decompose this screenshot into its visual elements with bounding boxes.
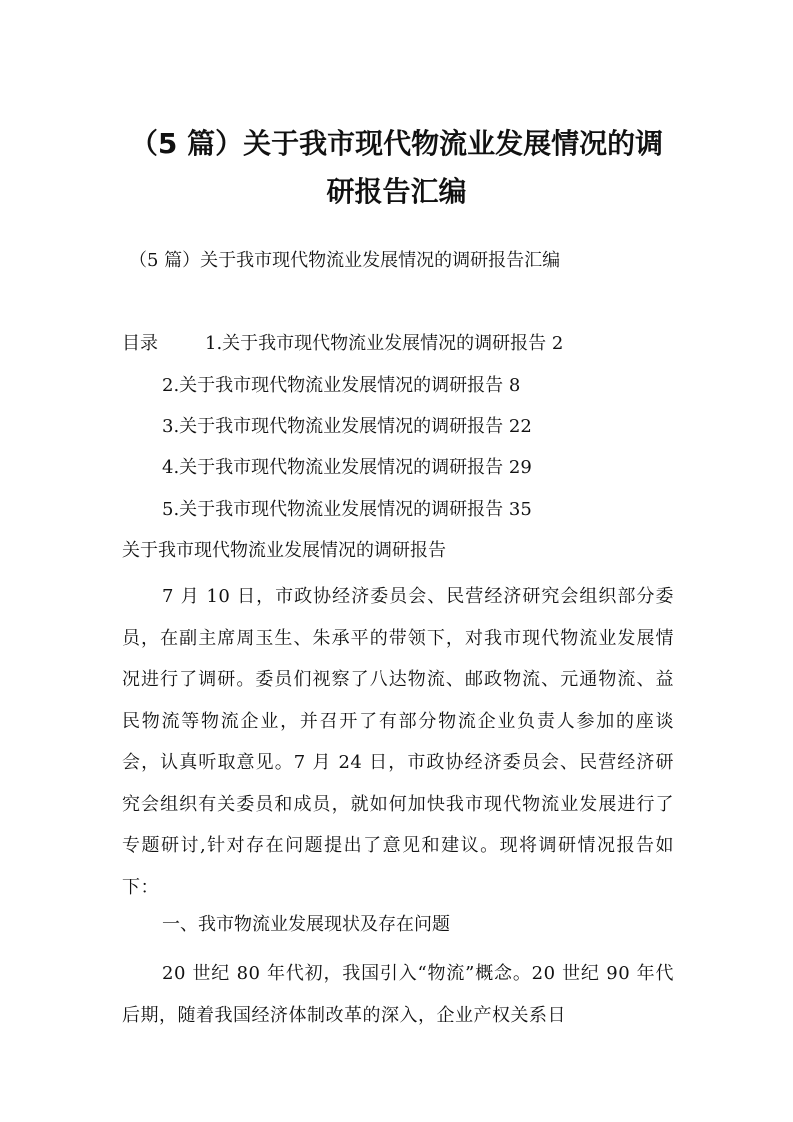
document-title-line-1: （5 篇）关于我市现代物流业发展情况的调 (129, 127, 664, 160)
toc-item-4: 4.关于我市现代物流业发展情况的调研报告 29 (162, 457, 532, 478)
toc-item-2: 2.关于我市现代物流业发展情况的调研报告 8 (162, 375, 521, 396)
document-subtitle: （5 篇）关于我市现代物流业发展情况的调研报告汇编 (129, 250, 561, 271)
toc-label: 目录 (122, 333, 158, 354)
report-heading: 关于我市现代物流业发展情况的调研报告 (122, 540, 446, 561)
toc-item-1: 1.关于我市现代物流业发展情况的调研报告 2 (205, 333, 564, 354)
toc-item-3: 3.关于我市现代物流业发展情况的调研报告 22 (162, 416, 532, 437)
body-paragraph-1: 7 月 10 日，市政协经济委员会、民营经济研究会组织部分委员，在副主席周玉生、朱承平的带领下，对我市现代物流业发展情况进行了调研。委员们视察了八达物流、邮政物流、元通物流、益民物流等物流企业，并召开了有部分物流企业负责人参加的座谈会，认真听取意见。7 月 24 日，市政协经济委员会、民营经济研究会组织有关委员和成员，就如何加快我市现代物流业发展进行了专题研讨,针对存在问题提出了意见和建议。现将调研情况报告如下： (122, 586, 674, 898)
body-paragraph-2: 20 世纪 80 年代初，我国引入“物流”概念。20 世纪 90 年代后期，随着我国经济体制改革的深入，企业产权关系日 (122, 963, 674, 1026)
section-heading-1: 一、我市物流业发展现状及存在问题 (162, 914, 450, 935)
document-title-line-2: 研报告汇编 (326, 175, 467, 208)
toc-item-5: 5.关于我市现代物流业发展情况的调研报告 35 (162, 499, 532, 520)
